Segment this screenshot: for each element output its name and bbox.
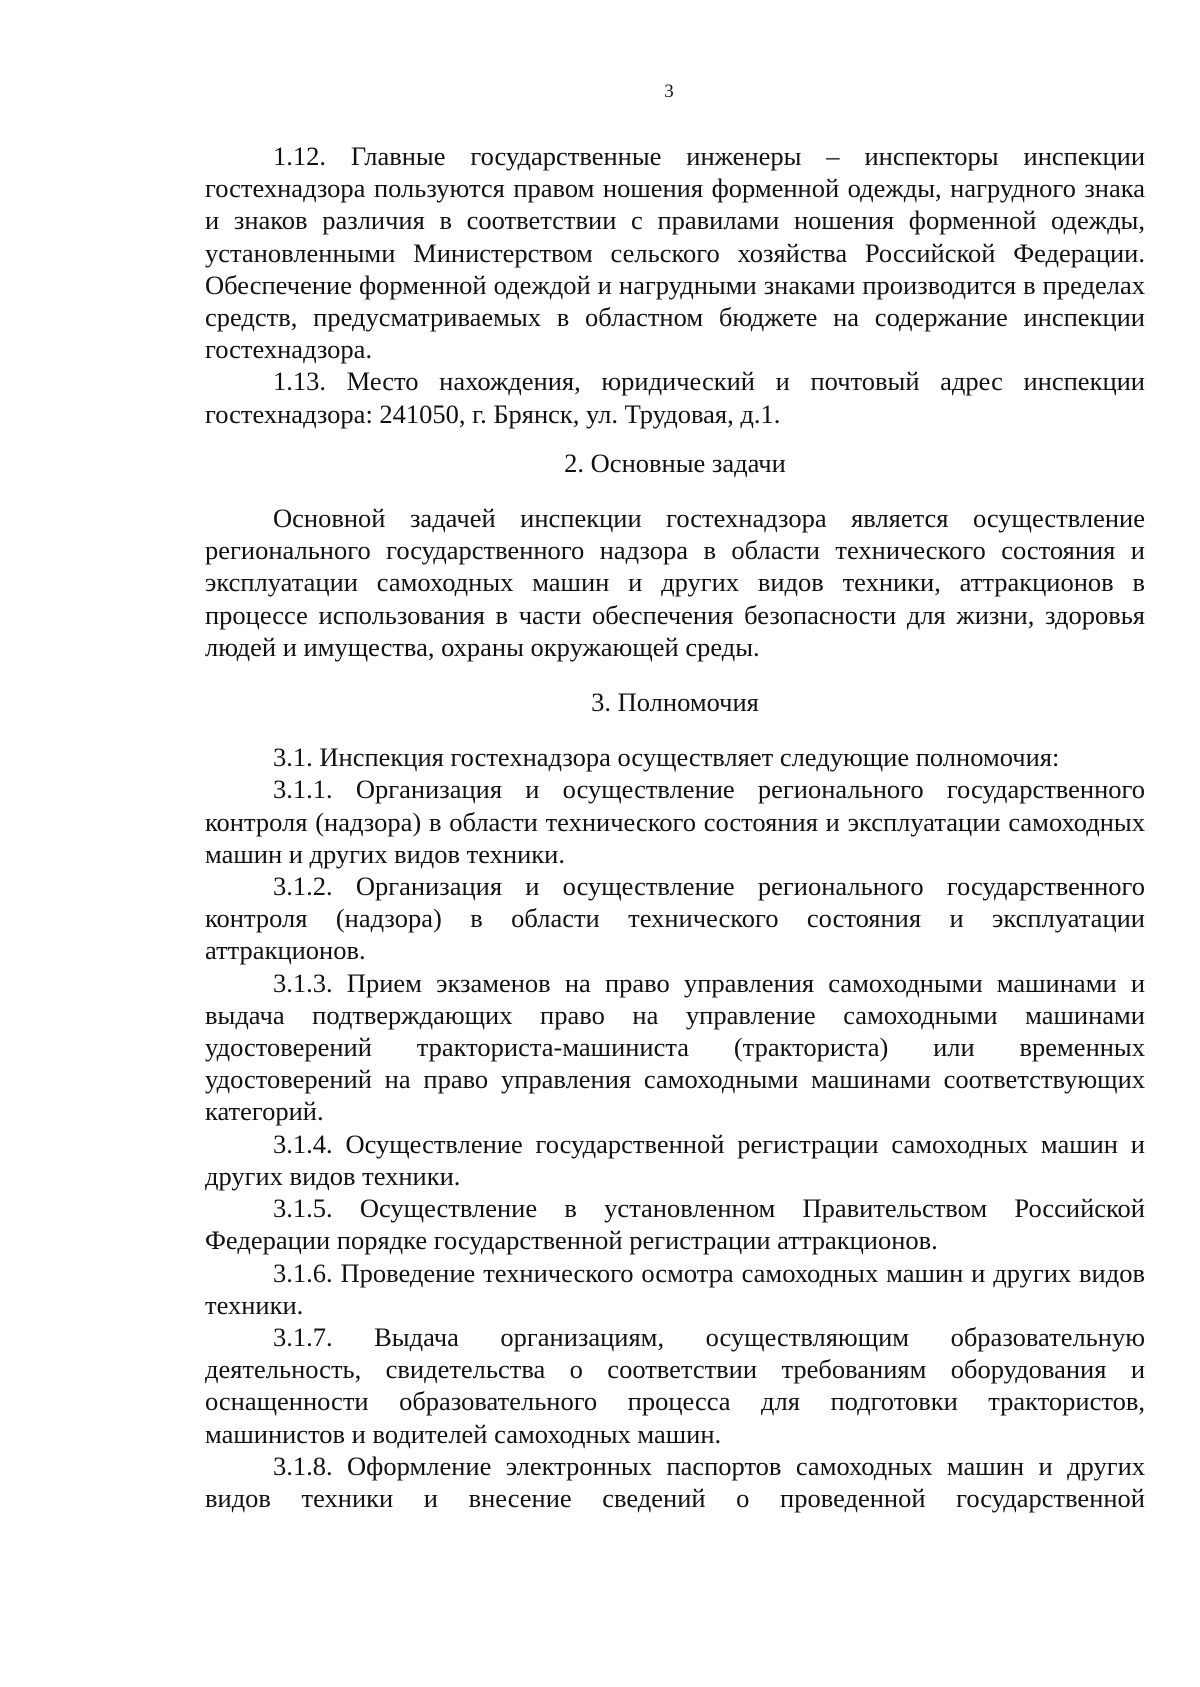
section-2-paragraph: Основной задачей инспекции гостехнадзора является осуществление регионального государственного надзора в области технического состояния и эксплуатации самоходных машин и других видов техники, аттракционов в процессе использования в части обеспечения безопасности для жизни, здоровья людей и имущества, охраны окружающей среды. <box>205 503 1145 662</box>
paragraph-3-1-3: 3.1.3. Прием экзаменов на право управления самоходными машинами и выдача подтверждающих право на управление самоходными машинами удостоверений тракториста-машиниста (тракториста) или временных удостоверений на право управления самоходными машинами соответствующих категорий. <box>205 967 1145 1127</box>
paragraph-3-1-1: 3.1.1. Организация и осуществление регионального государственного контроля (надзора) в области технического состояния и эксплуатации самоходных машин и других видов техники. <box>205 774 1145 869</box>
page-number: 3 <box>664 81 674 102</box>
document-body <box>205 140 1145 1514</box>
paragraph-1-12: 1.12. Главные государственные инженеры – инспекторы инспекции гостехнадзора пользуются правом ношения форменной одежды, нагрудного знака и знаков различия в соответствии с правилами ношения форменной одежды, установленными Министерством сельского хозяйства Российской Федерации. Обеспечение форменной одеждой и нагрудными знаками производится в пределах средств, предусматриваемых в областном бюджете на содержание инспекции гостехнадзора. <box>205 141 1145 365</box>
paragraph-3-1-4: 3.1.4. Осуществление государственной регистрации самоходных машин и других видов техники. <box>205 1128 1145 1191</box>
paragraph-3-1-8: 3.1.8. Оформление электронных паспортов самоходных машин и других видов техники и внесение сведений о проведенной государственной <box>205 1450 1145 1513</box>
paragraph-1-13: 1.13. Место нахождения, юридический и почтовый адрес инспекции гостехнадзора: 241050, г. Брянск, ул. Трудовая, д.1. <box>205 366 1145 429</box>
section-3-heading: 3. Полномочия <box>591 687 759 718</box>
paragraph-3-1-2: 3.1.2. Организация и осуществление регионального государственного контроля (надзора) в области технического состояния и эксплуатации аттракционов. <box>205 871 1145 966</box>
paragraph-3-1-5: 3.1.5. Осуществление в установленном Правительством Российской Федерации порядке государственной регистрации аттракционов. <box>205 1193 1145 1256</box>
section-2-heading: 2. Основные задачи <box>564 447 786 478</box>
paragraph-3-1-7: 3.1.7. Выдача организациям, осуществляющим образовательную деятельность, свидетельства о соответствии требованиям оборудования и оснащенности образовательного процесса для подготовки трактористов, машинистов и водителей самоходных машин. <box>205 1321 1145 1449</box>
paragraph-3-1-6: 3.1.6. Проведение технического осмотра самоходных машин и других видов техники. <box>205 1257 1145 1320</box>
paragraph-3-1: 3.1. Инспекция гостехнадзора осуществляет следующие полномочия: <box>273 742 1060 773</box>
